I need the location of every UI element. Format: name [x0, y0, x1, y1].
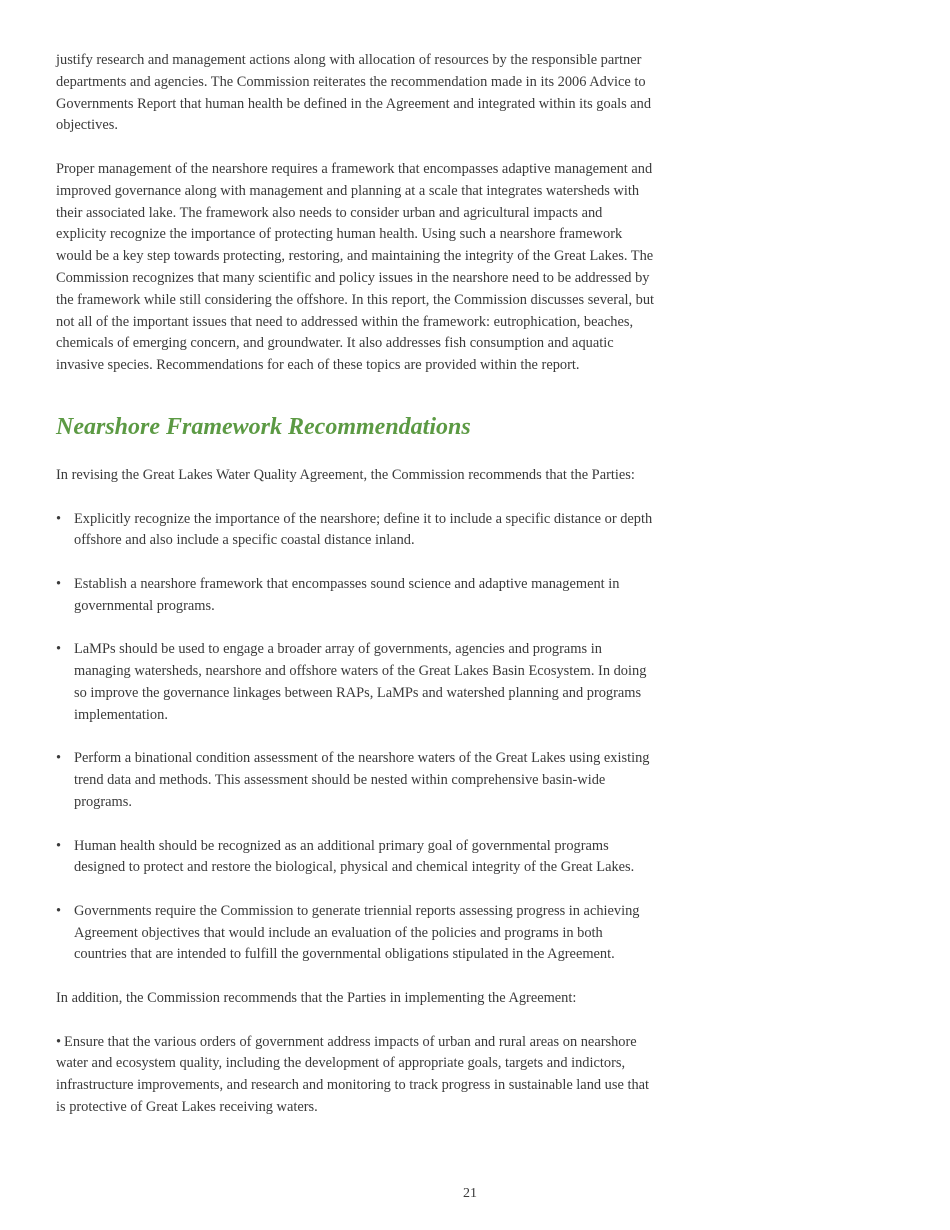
- addition-item: [56, 1032, 656, 1119]
- addition-intro: In addition, the Commission recommends that the Parties in implementing the Agreement:: [56, 990, 577, 1007]
- paragraph-continued: justify research and management actions along with allocation of resources by the responsible partner departments and agencies. The Commission reiterates the recommendation made in its 2006 Advice to Governments Report that human health be defined in the Agreement and integrated within its goals and objectives.: [56, 52, 652, 134]
- list-item-text: Explicitly recognize the importance of the nearshore; define it to include a specific distance or depth offshore and also include a specific coastal distance inland.: [74, 510, 653, 549]
- document-body: [56, 50, 656, 1119]
- list-item-text: Perform a binational condition assessment of the nearshore waters of the Great Lakes using existing trend data and methods. This assessment should be nested within comprehensive basin-wide programs.: [74, 750, 650, 810]
- list-item: [56, 574, 656, 618]
- bullet-icon: •: [56, 510, 62, 527]
- paragraph-framework: Proper management of the nearshore requires a framework that encompasses adaptive management and improved governance along with management and planning at a scale that integrates watersheds with their associated lake. The framework also needs to consider urban and agricultural impacts and explicity recognize the importance of protecting human health. Using such a nearshore framework would be a key step towards protecting, restoring, and maintaining the integrity of the Great Lakes. The Commission recognizes that many scientific and policy issues in the nearshore need to be addressed by the framework while still considering the offshore. In this report, the Commission discusses several, but not all of the important issues that need to addressed within the framework: eutrophication, beaches, chemicals of emerging concern, and groundwater. It also addresses fish consumption and aquatic invasive species. Recommendations for each of these topics are provided within the report.: [56, 160, 655, 374]
- recommendations-list: [56, 509, 656, 967]
- section-heading: Nearshore Framework Recommendations: [56, 413, 471, 440]
- bullet-icon: •: [56, 575, 62, 592]
- bullet-icon: •: [56, 837, 62, 854]
- list-item: [56, 836, 656, 880]
- list-item-text: Establish a nearshore framework that encompasses sound science and adaptive management in governmental programs.: [74, 575, 620, 614]
- list-item: [56, 509, 656, 553]
- list-item: [56, 639, 656, 726]
- page-number: 21: [463, 1186, 477, 1201]
- list-item-text: Human health should be recognized as an additional primary goal of governmental programs designed to protect and restore the biological, physical and chemical integrity of the Great Lakes.: [74, 837, 635, 876]
- list-item-text: LaMPs should be used to engage a broader array of governments, agencies and programs in managing watersheds, nearshore and offshore waters of the Great Lakes Basin Ecosystem. In doing so improve the governance linkages between RAPs, LaMPs and watershed planning and programs implementation.: [74, 641, 647, 723]
- bullet-icon: •: [56, 750, 62, 767]
- addition-item-text: Ensure that the various orders of government address impacts of urban and rural areas on nearshore water and ecosystem quality, including the development of appropriate goals, targets and indictors, infrastructure improvements, and research and monitoring to track progress in sustainable land use that is protective of Great Lakes receiving waters.: [56, 1033, 650, 1116]
- list-item: [56, 748, 656, 813]
- list-item: [56, 901, 656, 966]
- section-intro: In revising the Great Lakes Water Quality Agreement, the Commission recommends that the Parties:: [56, 466, 635, 483]
- bullet-icon: •: [56, 902, 62, 919]
- list-item-text: Governments require the Commission to generate triennial reports assessing progress in achieving Agreement objectives that would include an evaluation of the policies and programs in both countries that are intended to fulfill the governmental obligations stipulated in the Agreement.: [74, 902, 640, 963]
- bullet-icon: •: [56, 641, 62, 658]
- bullet-icon: •: [56, 1033, 62, 1050]
